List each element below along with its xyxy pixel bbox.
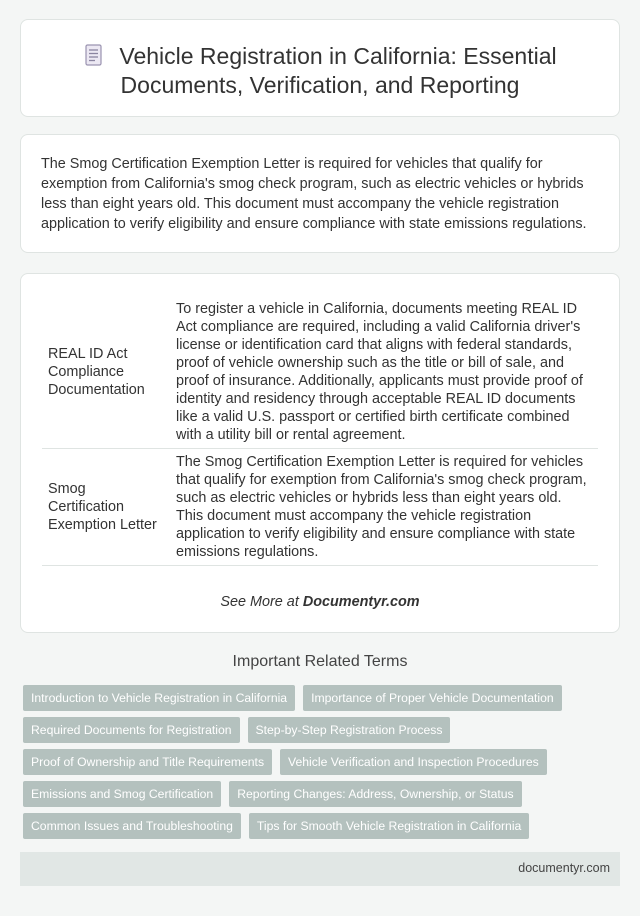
related-term-chip[interactable]: Introduction to Vehicle Registration in California bbox=[23, 685, 295, 711]
related-term-chip[interactable]: Reporting Changes: Address, Ownership, or Status bbox=[229, 781, 521, 807]
table-row bbox=[42, 296, 598, 449]
page-title bbox=[21, 42, 619, 100]
term-description: To register a vehicle in California, documents meeting REAL ID Act compliance are required, including a valid California driver's license or identification card that aligns with federal standards, proof of vehicle ownership such as the title or bill of sale, and proof of insurance. Additionally, applicants must provide proof of identity and residency through acceptable REAL ID documents like a valid U.S. passport or certified birth certificate combined with a utility bill or rental agreement. bbox=[170, 296, 598, 449]
chip-row bbox=[23, 813, 623, 839]
related-term-chip[interactable]: Emissions and Smog Certification bbox=[23, 781, 221, 807]
related-term-chip[interactable]: Required Documents for Registration bbox=[23, 717, 240, 743]
related-terms-heading: Important Related Terms bbox=[232, 653, 408, 670]
summary-card bbox=[20, 134, 620, 253]
footer-site-link[interactable]: documentyr.com bbox=[518, 861, 610, 875]
page-title-line-1 bbox=[21, 42, 619, 71]
see-more-brand: Documentyr.com bbox=[302, 594, 420, 610]
document-icon bbox=[83, 43, 105, 67]
related-term-chip[interactable]: Vehicle Verification and Inspection Procedures bbox=[280, 749, 547, 775]
term-description: The Smog Certification Exemption Letter is required for vehicles that qualify for exemption from California's smog check program, such as electric vehicles or hybrids less than eight years old. This document must accompany the vehicle registration application to verify eligibility and ensure compliance with state emissions regulations. bbox=[170, 449, 598, 566]
page-title-line-2: Documents, Verification, and Reporting bbox=[120, 72, 520, 98]
table-row bbox=[42, 449, 598, 566]
related-term-chip[interactable]: Step-by-Step Registration Process bbox=[248, 717, 451, 743]
chip-row bbox=[23, 749, 623, 775]
chip-row bbox=[23, 781, 623, 807]
see-more-prefix: See More at bbox=[220, 594, 303, 610]
related-term-chip[interactable]: Tips for Smooth Vehicle Registration in California bbox=[249, 813, 529, 839]
term-name: Smog Certification Exemption Letter bbox=[42, 449, 170, 566]
chip-row bbox=[23, 685, 623, 711]
related-terms-list bbox=[23, 685, 623, 845]
title-card bbox=[20, 19, 620, 117]
chip-row bbox=[23, 717, 623, 743]
term-name: REAL ID Act Compliance Documentation bbox=[42, 296, 170, 449]
footer bbox=[20, 852, 620, 886]
related-term-chip[interactable]: Importance of Proper Vehicle Documentation bbox=[303, 685, 562, 711]
terms-table bbox=[42, 296, 598, 566]
title-text-1: Vehicle Registration in California: Essential bbox=[119, 43, 557, 69]
related-term-chip[interactable]: Proof of Ownership and Title Requirements bbox=[23, 749, 272, 775]
summary-text: The Smog Certification Exemption Letter is required for vehicles that qualify for exemption from California's smog check program, such as electric vehicles or hybrids less than eight years old. This document must accompany the vehicle registration application to verify eligibility and ensure compliance with state emissions regulations. bbox=[41, 156, 587, 232]
see-more-link[interactable] bbox=[21, 594, 619, 610]
terms-table-card bbox=[20, 273, 620, 633]
related-term-chip[interactable]: Common Issues and Troubleshooting bbox=[23, 813, 241, 839]
